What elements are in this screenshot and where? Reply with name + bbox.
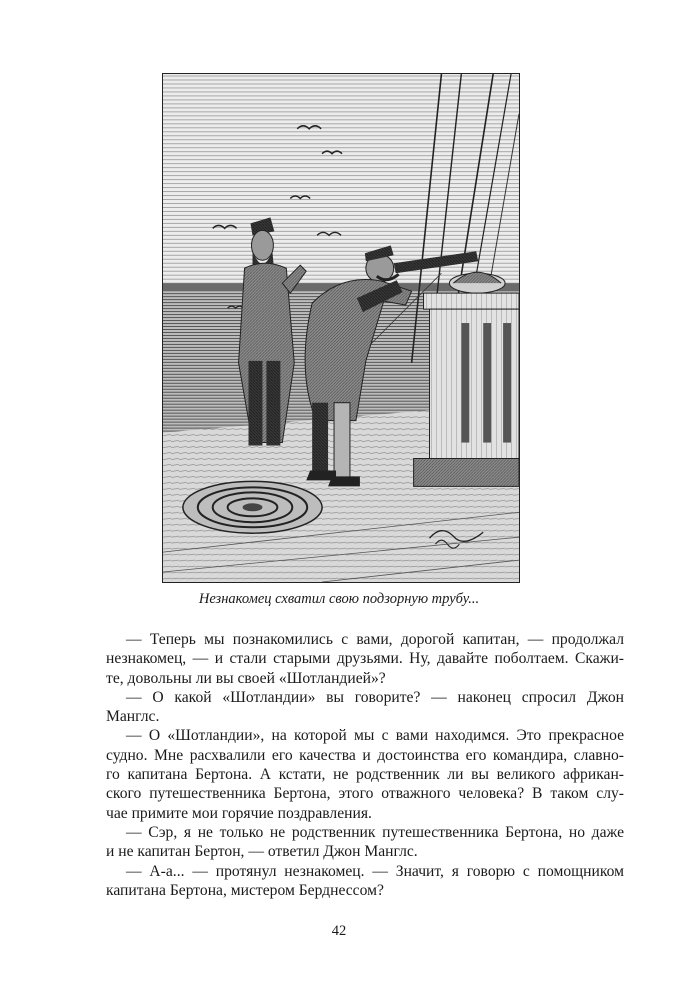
- text-line: и не капитан Бертон, — ответил Джон Манглс.: [106, 843, 418, 861]
- engraving-illustration: [162, 73, 520, 583]
- engraving-drawing: [163, 74, 519, 582]
- body-text: [106, 630, 624, 900]
- text-line: Манглс.: [106, 708, 160, 726]
- illustration-caption: Незнакомец схватил свою подзорную трубу...: [198, 591, 480, 607]
- text-line: незнакомец, — и стали старыми друзьями. Ну, давайте поболтаем. Скажи-: [106, 650, 624, 668]
- text-line: капитана Бертона, мистером Берднессом?: [106, 881, 384, 899]
- text-line: чае примите мои горячие поздравления.: [106, 804, 372, 822]
- text-line: судно. Мне расхвалили его качества и достоинства его командира, славно-: [106, 746, 624, 764]
- page-number: 42: [331, 923, 347, 939]
- text-line: — Сэр, я не только не родственник путешественника Бертона, но даже: [126, 823, 624, 841]
- text-line: — О какой «Шотландии» вы говорите? — наконец спросил Джон: [126, 688, 624, 706]
- text-line: — Теперь мы познакомились с вами, дорогой капитан, — продолжал: [126, 631, 624, 648]
- text-line: те, довольны ли вы своей «Шотландией»?: [106, 669, 386, 687]
- text-line: — А-а... — протянул незнакомец. — Значит, я говорю с помощником: [126, 862, 624, 880]
- text-line: ского путешественника Бертона, этого отважного человека? В таком слу-: [106, 785, 624, 803]
- text-line: — О «Шотландии», на которой мы с вами находимся. Это прекрасное: [126, 727, 624, 745]
- text-line: го капитана Бертона. А кстати, не родственник ли вы великого африкан-: [106, 766, 624, 784]
